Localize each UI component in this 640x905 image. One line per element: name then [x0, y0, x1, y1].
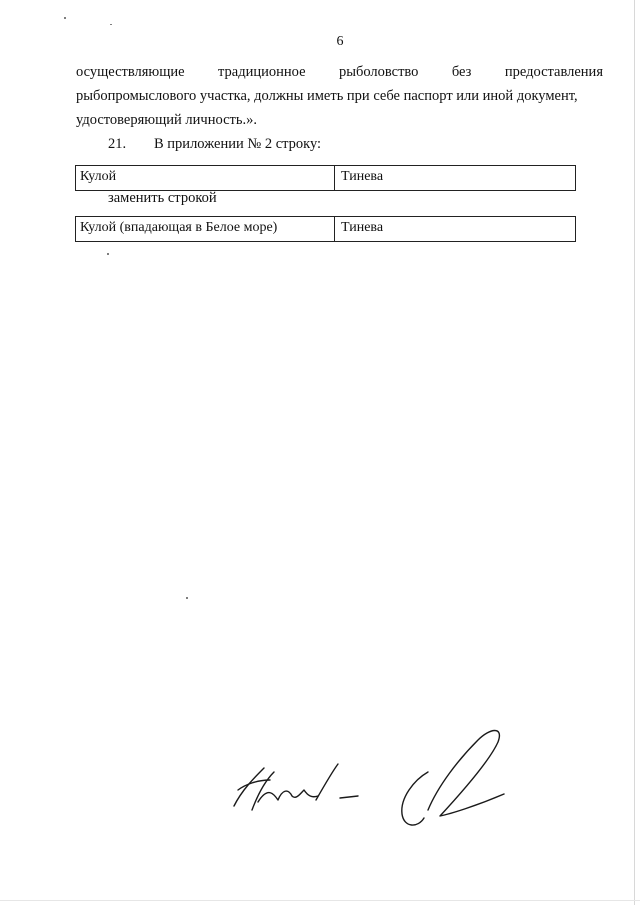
table-old-tributary: Тинева [341, 169, 384, 184]
replace-label: заменить строкой [108, 190, 217, 206]
table-old-row [75, 165, 576, 191]
item-21-text: В приложении № 2 строку: [154, 136, 322, 152]
scan-speck [107, 253, 109, 255]
paragraph-word: осуществляющие [76, 64, 185, 80]
item-21 [108, 136, 321, 153]
paragraph-continuation [76, 60, 603, 132]
signature-stroke [428, 731, 504, 817]
scan-edge-bottom [0, 900, 640, 901]
signature-stroke [258, 790, 318, 802]
paragraph-word: предоставления [504, 64, 603, 80]
table-new-row [75, 216, 576, 242]
scan-edge-right [634, 0, 635, 905]
scan-speck [64, 17, 66, 19]
page-number: 6 [336, 34, 344, 49]
scan-speck [186, 597, 188, 599]
paragraph-line-3: удостоверяющий личность.». [76, 112, 257, 128]
paragraph-line-1 [76, 60, 603, 84]
signature-stroke [402, 772, 428, 825]
paragraph-word: традиционное [218, 64, 306, 80]
paragraph-word: рыболовство [338, 64, 419, 80]
item-21-number: 21. [108, 136, 127, 152]
table-old-river: Кулой [76, 166, 335, 190]
signature-stroke [316, 764, 338, 800]
paragraph-line-2: рыбопромыслового участка, должны иметь при себе паспорт или иной документ, [76, 88, 578, 104]
handwritten-signature [228, 720, 508, 840]
table-new-river: Кулой (впадающая в Белое море) [76, 217, 335, 241]
signature-stroke [340, 796, 358, 798]
scan-speck [110, 24, 112, 25]
table-new-tributary: Тинева [341, 220, 384, 235]
paragraph-word: без [451, 64, 472, 80]
signature-stroke [238, 780, 270, 790]
